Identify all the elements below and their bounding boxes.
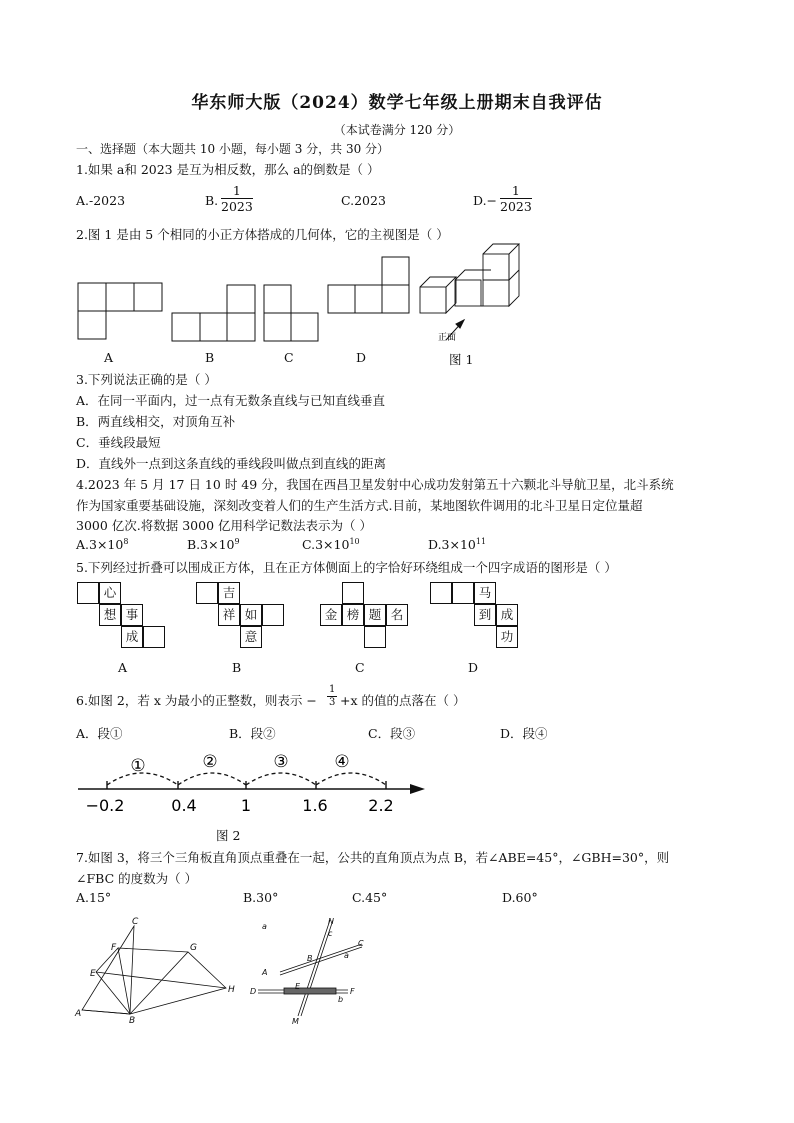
- fig2-label: 图 2: [216, 828, 241, 843]
- q7-option-a: A.15°: [76, 890, 112, 905]
- point-label-c-lower: c: [328, 929, 333, 938]
- point-label-a-line: a: [344, 951, 349, 960]
- q7-line-2: ∠FBC 的度数为（ ）: [76, 871, 198, 886]
- q6-fraction: [327, 684, 337, 709]
- q4-line-2: 作为国家重要基础设施，深刻改变着人们的生产生活方式.目前，某地图软件调用的北斗卫星日定位量超: [76, 498, 643, 513]
- fig4-crossing-lines: [250, 912, 370, 1027]
- point-label-c: C: [358, 939, 364, 948]
- q4-option-b: $B.3\times 10^9$: [187, 537, 240, 553]
- q1-option-d-fraction: [500, 183, 532, 214]
- segment-label-3: ③: [273, 752, 289, 772]
- q5-label-a: A: [118, 660, 128, 675]
- front-view-b: [172, 285, 255, 341]
- q2-label-a: A: [104, 350, 114, 365]
- q2-label-d: D: [356, 350, 367, 365]
- fraction-denominator: 3: [329, 697, 336, 708]
- fraction-denominator: 2023: [221, 199, 253, 214]
- section-heading: 一、选择题（本大题共 10 小题，每小题 3 分，共 30 分）: [76, 142, 390, 156]
- point-label-n: N: [328, 917, 334, 926]
- q4-option-c: $C.3\times 10^{10}$: [302, 537, 360, 553]
- arrow-head: [456, 320, 464, 328]
- cube-solid-figure: [420, 244, 519, 313]
- point-label-a-upper: a: [262, 922, 267, 931]
- fraction-denominator: 2023: [500, 199, 532, 214]
- q4-line-1: 4.2023 年 5 月 17 日 10 时 49 分，我国在西昌卫星发射中心成功发射第五十六颗北斗导航卫星，北斗系统: [76, 477, 674, 492]
- triangle-ebf: [96, 948, 130, 1014]
- front-view-c: [264, 285, 318, 341]
- q7-option-d: D.60°: [502, 890, 538, 905]
- fraction-numerator: 1: [500, 183, 532, 199]
- q5-label-d: D: [468, 660, 479, 675]
- q6-option-b: B．段②: [229, 726, 276, 741]
- segment-arc-2: [178, 773, 246, 785]
- point-label-c: C: [132, 917, 139, 927]
- segment-arc-4: [316, 773, 386, 785]
- point-label-m: M: [292, 1017, 299, 1026]
- q4-option-a: $A.3\times 10^8$: [76, 537, 129, 553]
- number-line-arrow: [410, 784, 425, 794]
- q1-option-b-prefix: B.: [205, 193, 219, 208]
- q1-option-d-prefix: D.−: [473, 193, 498, 208]
- tick-label: 1.6: [302, 796, 328, 815]
- segment-label-2: ②: [202, 752, 218, 772]
- q4-line-3: 3000 亿次.将数据 3000 亿用科学记数法表示为（ ）: [76, 518, 372, 533]
- number-line-figure: [70, 745, 440, 820]
- tick-label: 2.2: [368, 796, 394, 815]
- q5-stem: 5.下列经过折叠可以围成正方体，且在正方体侧面上的字恰好环绕组成一个四字成语的图形是（ ）: [76, 560, 617, 575]
- fig3-triangles: [70, 912, 245, 1027]
- q7-line-1: 7.如图 3，将三个三角板直角顶点重叠在一起，公共的直角顶点为点 B，若∠ABE=45°，∠GBH=30°，则: [76, 850, 670, 865]
- q3-option-c: C．垂线段最短: [76, 435, 161, 450]
- q6-stem-suffix: +x 的值的点落在（ ）: [340, 693, 466, 708]
- point-label-h: H: [228, 985, 235, 995]
- front-view-d: [328, 257, 409, 313]
- point-label-e: E: [90, 969, 96, 979]
- q4-option-d: $D.3\times 10^{11}$: [428, 537, 487, 553]
- point-label-f: F: [350, 987, 355, 996]
- segment-fg: [118, 948, 188, 952]
- point-label-g: G: [190, 943, 197, 953]
- tick-label: 1: [240, 796, 252, 815]
- q1-option-a: A.-2023: [76, 193, 126, 208]
- q3-option-d: D．直线外一点到这条直线的垂线段叫做点到直线的距离: [76, 456, 387, 471]
- page-title: 华东师大版（2024）数学七年级上册期末自我评估: [191, 93, 603, 113]
- q6-option-d: D．段④: [500, 726, 548, 741]
- q3-option-b: B．两直线相交，对顶角互补: [76, 414, 236, 429]
- q2-label-b: B: [205, 350, 215, 365]
- bar-df-fill: [284, 988, 336, 994]
- q6-stem-prefix: 6.如图 2，若 x 为最小的正整数，则表示 −: [76, 693, 317, 708]
- q1-option-b-fraction: [221, 183, 253, 214]
- q5-label-b: B: [232, 660, 242, 675]
- point-label-b: B: [129, 1016, 136, 1026]
- tick-label: 0.4: [171, 796, 197, 815]
- q1-stem: 1.如果 a和 2023 是互为相反数，那么 a的倒数是（ ）: [76, 162, 380, 177]
- triangle-gbh: [130, 952, 226, 1014]
- segment-ab: [82, 1010, 130, 1014]
- front-view-a: [78, 283, 162, 339]
- bar-ac: [280, 944, 362, 975]
- segment-arc-3: [246, 773, 316, 785]
- fraction-numerator: 1: [221, 183, 253, 199]
- point-label-b: B: [307, 954, 313, 963]
- point-label-b-line: b: [338, 995, 344, 1004]
- q7-option-b: B.30°: [243, 890, 279, 905]
- point-label-a: A: [75, 1009, 82, 1019]
- front-label: 正面: [438, 333, 457, 343]
- q2-label-c: C: [284, 350, 294, 365]
- q3-option-a: A．在同一平面内，过一点有无数条直线与已知直线垂直: [76, 393, 386, 408]
- segment-label-1: ①: [130, 756, 146, 776]
- q7-option-c: C.45°: [352, 890, 388, 905]
- segment-eh: [96, 972, 226, 988]
- fraction-numerator: 1: [329, 684, 336, 695]
- q1-option-c: C.2023: [341, 193, 386, 208]
- point-label-f: F: [111, 943, 117, 953]
- q6-option-a: A．段①: [76, 726, 123, 741]
- q5-label-c: C: [355, 660, 365, 675]
- page-subtitle: （本试卷满分 120 分）: [333, 123, 461, 137]
- q3-stem: 3.下列说法正确的是（ ）: [76, 372, 217, 387]
- point-label-a: A: [262, 968, 268, 977]
- point-label-e: E: [295, 982, 301, 991]
- segment-label-4: ④: [334, 752, 350, 772]
- q6-option-c: C．段③: [368, 726, 416, 741]
- tick-label: −0.2: [85, 796, 125, 815]
- point-label-d: D: [250, 987, 257, 996]
- fig1-label: 图 1: [449, 352, 474, 367]
- q2-stem: 2.图 1 是由 5 个相同的小正方体搭成的几何体，它的主视图是（ ）: [76, 227, 449, 242]
